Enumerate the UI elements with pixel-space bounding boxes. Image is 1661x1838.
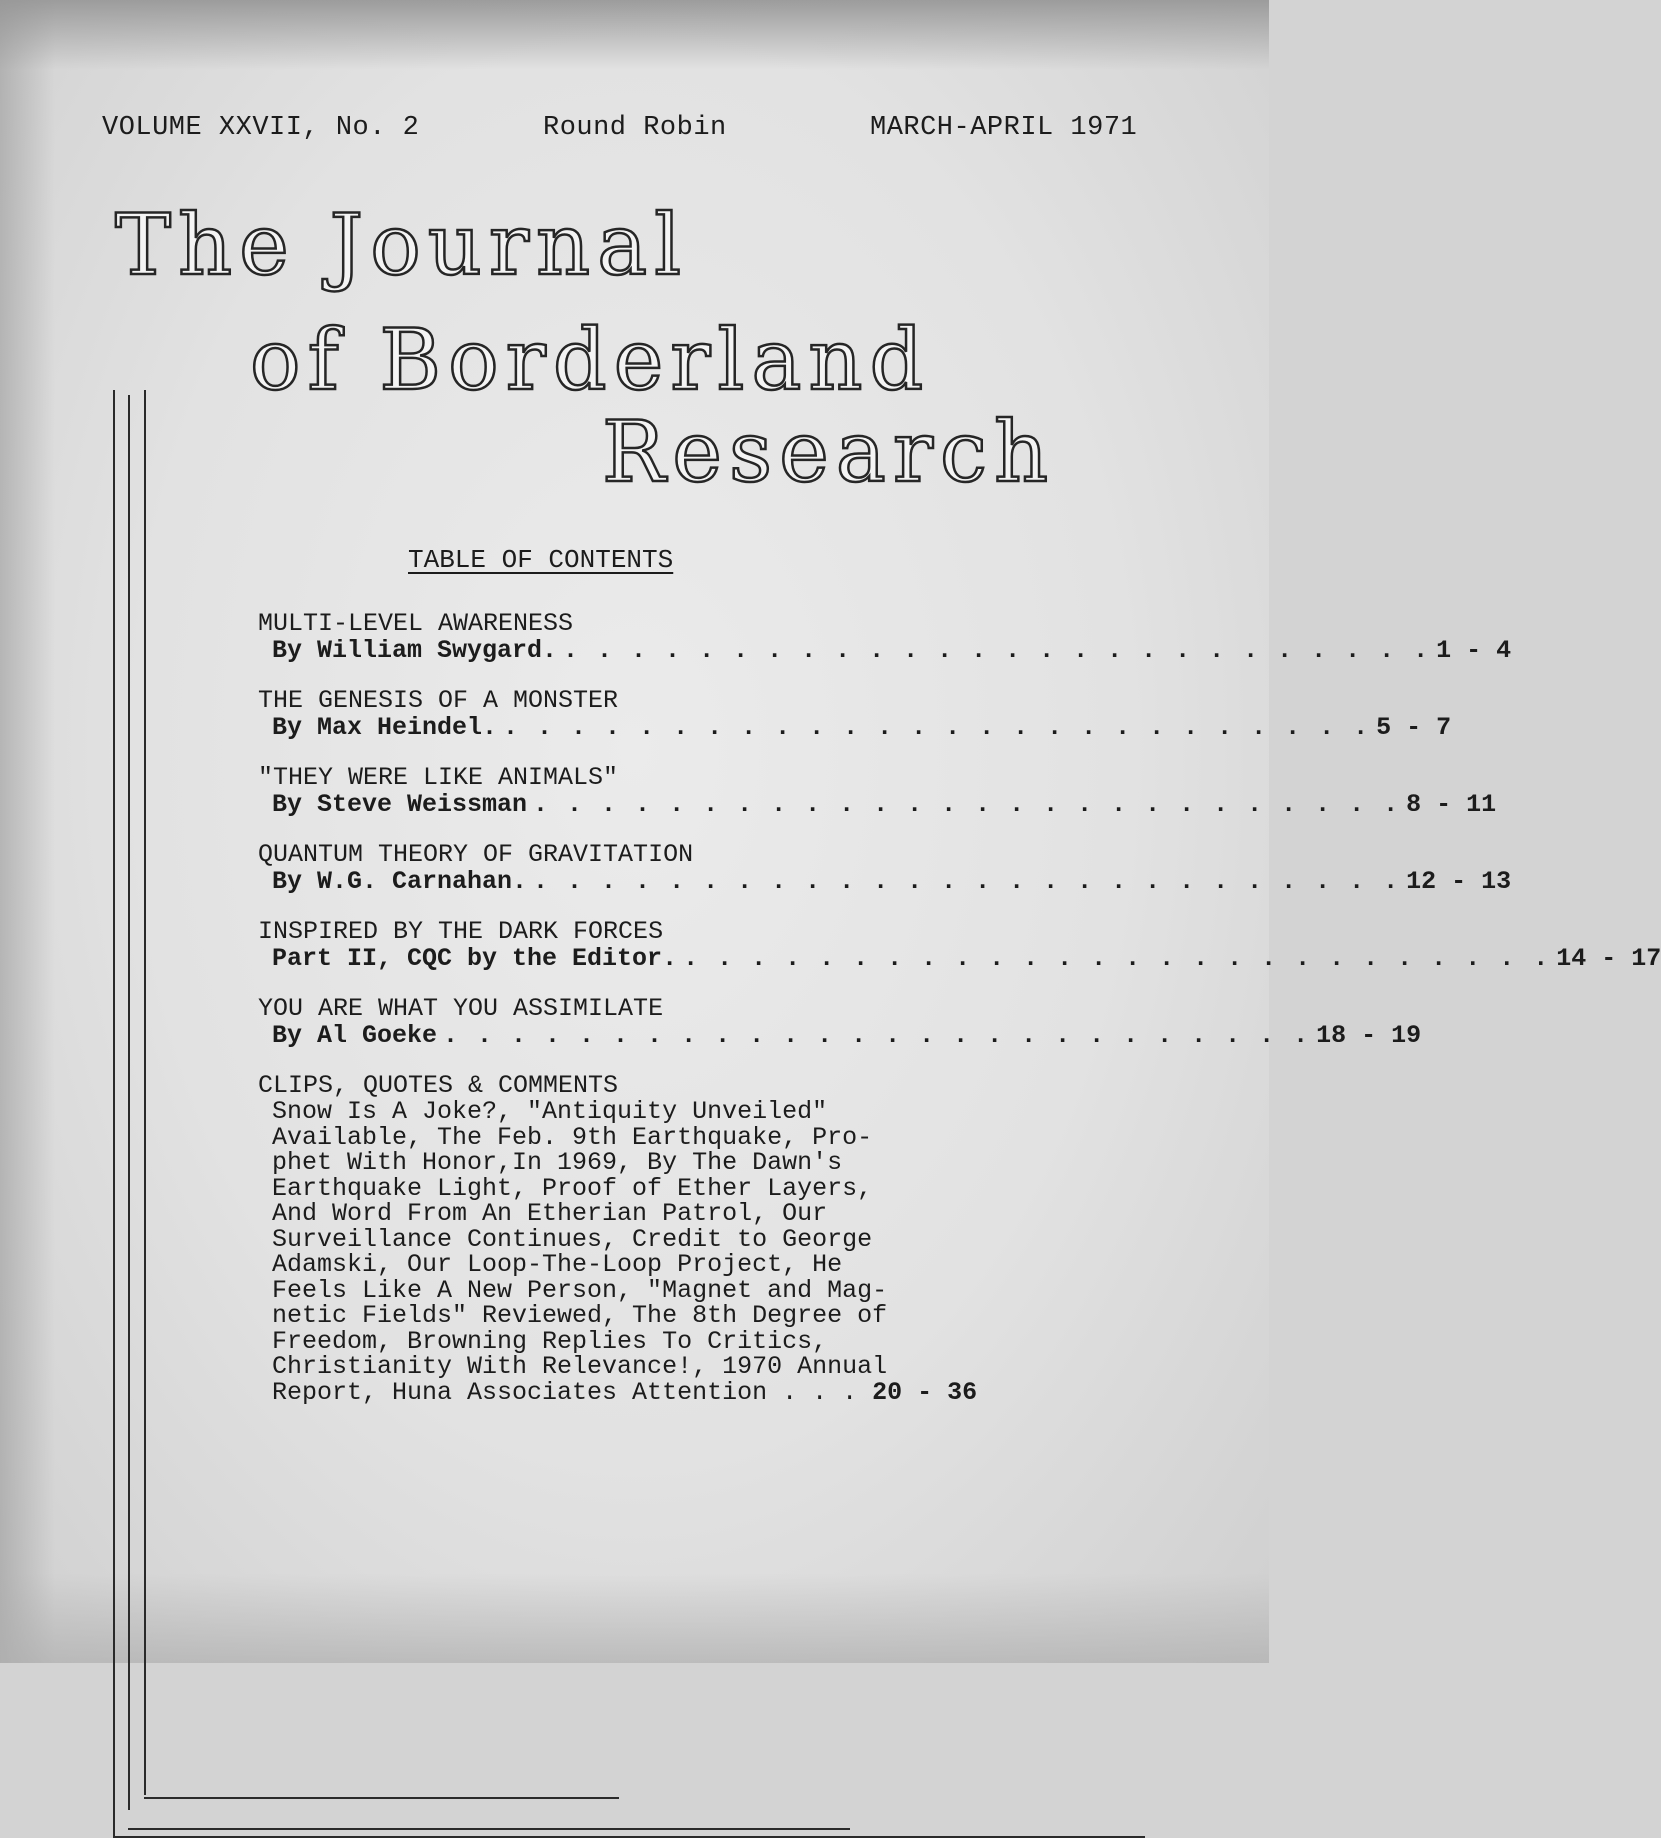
frame-rule-middle bbox=[128, 395, 130, 1810]
clips-line: And Word From An Etherian Patrol, Our bbox=[272, 1199, 828, 1228]
frame-rule-bottom-middle bbox=[128, 1828, 850, 1830]
toc-entry-title: YOU ARE WHAT YOU ASSIMILATE bbox=[258, 994, 664, 1023]
issue-date: MARCH-APRIL 1971 bbox=[870, 113, 1138, 143]
toc-entry-pages: 1 - 4 bbox=[1436, 636, 1512, 665]
toc-entry bbox=[258, 686, 1452, 742]
toc-entry-title: MULTI-LEVEL AWARENESS bbox=[258, 609, 574, 638]
dot-leader: . . . . . . . . . . . . . . . . . . . . . . . . . . bbox=[503, 713, 1371, 742]
toc-entry-pages: 5 - 7 bbox=[1376, 713, 1452, 742]
toc-entry bbox=[258, 994, 1422, 1050]
journal-title-line-2: of Borderland bbox=[250, 311, 931, 409]
clips-description bbox=[258, 1099, 1018, 1405]
clips-last-text: Report, Huna Associates Attention . . . bbox=[272, 1377, 858, 1407]
scan-shadow-bottom bbox=[0, 1573, 1269, 1663]
clips-line: phet With Honor,In 1969, By The Dawn's bbox=[272, 1148, 843, 1177]
toc-entry-byline: By Max Heindel. bbox=[272, 713, 498, 742]
toc-entry bbox=[258, 609, 1512, 665]
dot-leader: . . . . . . . . . . . . . . . . . . . . . . . . . . bbox=[443, 1021, 1311, 1050]
scan-shadow-left bbox=[0, 0, 55, 1663]
frame-rule-bottom-inner bbox=[144, 1797, 619, 1799]
toc-entry bbox=[258, 917, 1661, 973]
toc-entry-byline: By W.G. Carnahan. bbox=[272, 867, 528, 896]
clips-line-last bbox=[272, 1377, 1018, 1407]
clips-line: Christianity With Relevance!, 1970 Annual bbox=[272, 1352, 888, 1381]
section-name: Round Robin bbox=[543, 113, 727, 143]
table-of-contents bbox=[258, 609, 1661, 1428]
dot-leader: . . . . . . . . . . . . . . . . . . . . . . . . . . bbox=[533, 867, 1401, 896]
clips-line: Available, The Feb. 9th Earthquake, Pro- bbox=[272, 1122, 873, 1152]
journal-title-line-3: Research bbox=[602, 403, 1056, 501]
clips-line: Snow Is A Joke?, "Antiquity Unveiled" bbox=[272, 1097, 828, 1126]
frame-rule-outer bbox=[113, 390, 115, 1838]
toc-entry-byline: Part II, CQC by the Editor. bbox=[272, 944, 678, 973]
scan-shadow-top bbox=[0, 0, 1269, 70]
toc-entry bbox=[258, 763, 1497, 819]
clips-line: Surveillance Continues, Credit to George bbox=[272, 1224, 873, 1254]
toc-heading: TABLE OF CONTENTS bbox=[408, 545, 674, 575]
toc-entry-pages: 20 - 36 bbox=[872, 1377, 978, 1407]
toc-entry-title: QUANTUM THEORY OF GRAVITATION bbox=[258, 840, 694, 869]
toc-entry-title: INSPIRED BY THE DARK FORCES bbox=[258, 917, 664, 946]
frame-rule-inner bbox=[144, 390, 146, 1795]
toc-entry-title: THE GENESIS OF A MONSTER bbox=[258, 686, 619, 715]
volume-number: VOLUME XXVII, No. 2 bbox=[102, 113, 420, 143]
toc-entry-clips bbox=[258, 1072, 1018, 1405]
toc-entry-byline: By Steve Weissman bbox=[272, 790, 528, 819]
toc-entry bbox=[258, 840, 1512, 896]
dot-leader: . . . . . . . . . . . . . . . . . . . . . . . . . . bbox=[683, 944, 1551, 973]
clips-line: Adamski, Our Loop-The-Loop Project, He bbox=[272, 1250, 843, 1279]
toc-entry-pages: 14 - 17 bbox=[1556, 944, 1661, 973]
dot-leader: . . . . . . . . . . . . . . . . . . . . . . . . . . bbox=[533, 790, 1401, 819]
toc-entry-pages: 8 - 11 bbox=[1406, 790, 1497, 819]
journal-title-line-1: The Journal bbox=[115, 196, 689, 294]
toc-entry-title: "THEY WERE LIKE ANIMALS" bbox=[258, 763, 619, 792]
toc-entry-byline: By Al Goeke bbox=[272, 1021, 438, 1050]
toc-entry-pages: 18 - 19 bbox=[1316, 1021, 1422, 1050]
toc-entry-pages: 12 - 13 bbox=[1406, 867, 1512, 896]
clips-line: Freedom, Browning Replies To Critics, bbox=[272, 1326, 828, 1356]
toc-entry-byline: By William Swygard. bbox=[272, 636, 558, 665]
clips-line: netic Fields" Reviewed, The 8th Degree of bbox=[272, 1301, 888, 1330]
toc-entry-title: CLIPS, QUOTES & COMMENTS bbox=[258, 1071, 619, 1100]
dot-leader: . . . . . . . . . . . . . . . . . . . . . . . . . . bbox=[563, 636, 1431, 665]
clips-line: Feels Like A New Person, "Magnet and Mag- bbox=[272, 1275, 888, 1305]
clips-line: Earthquake Light, Proof of Ether Layers, bbox=[272, 1173, 873, 1203]
